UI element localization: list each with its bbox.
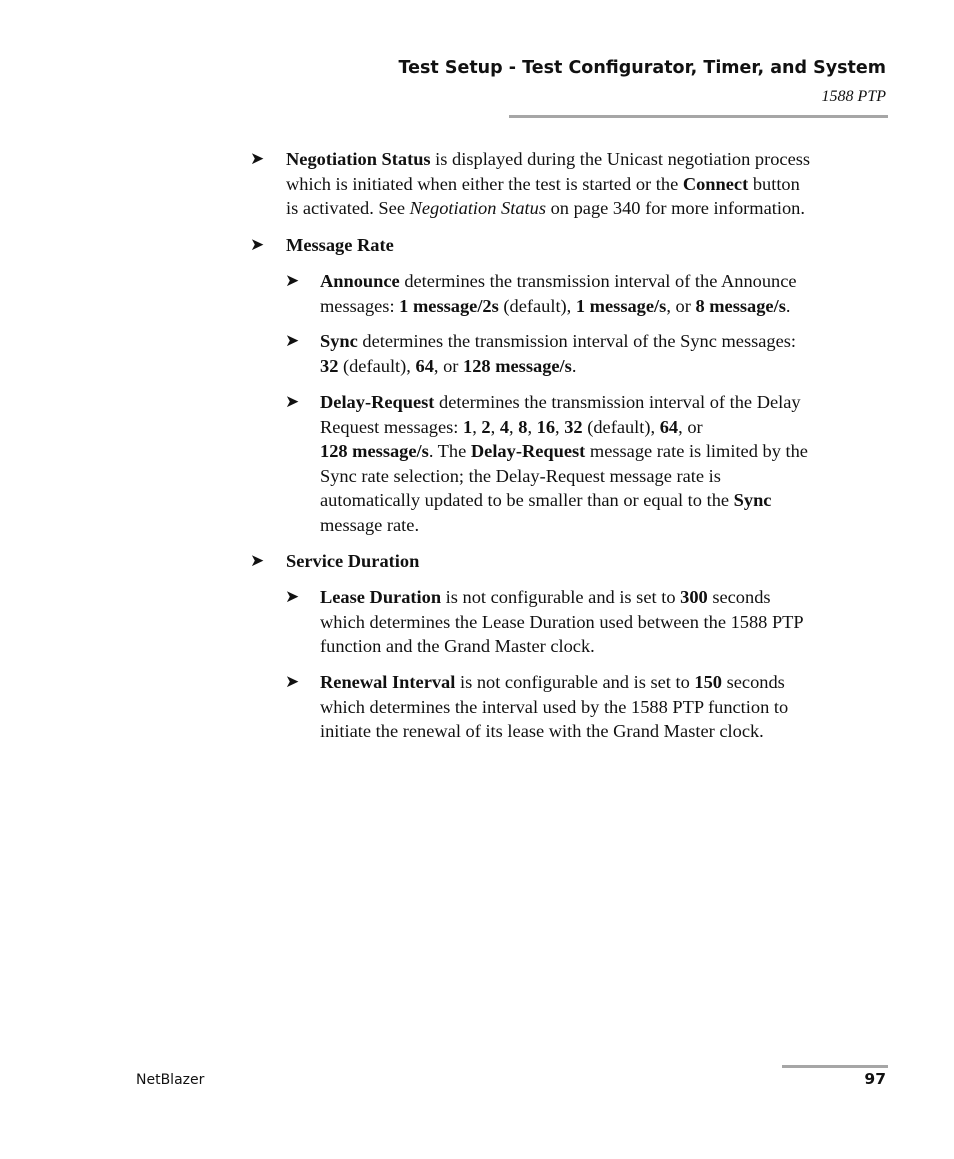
delay-sep: , — [472, 416, 482, 437]
sync-sep: (default), — [338, 355, 416, 376]
renewal-text-line3: initiate the renewal of its lease with the Grand Master clock. — [320, 721, 764, 741]
announce-sep: . — [785, 295, 791, 316]
service-duration-item — [286, 549, 419, 574]
delay-text-line2: Request messages: — [320, 416, 464, 437]
announce-text-line1: determines the transmission interval of the Announce — [399, 271, 797, 291]
sync-text-line1: determines the transmission interval of the Sync messages: — [357, 331, 797, 351]
bullet-arrow-icon: ➤ — [285, 331, 300, 351]
negotiation-text-line2-end: button — [748, 173, 800, 194]
lease-text-line1-end: seconds — [707, 587, 771, 607]
negotiation-status-term: Negotiation Status — [286, 149, 431, 169]
sync-term: Sync — [733, 490, 772, 510]
delay-sep: , — [527, 416, 537, 437]
announce-sep: , or — [666, 295, 696, 316]
delay-text-line6: message rate. — [320, 514, 420, 535]
sync-sep: , or — [433, 355, 464, 376]
sync-item — [320, 329, 796, 378]
delay-value: 4 — [499, 416, 510, 437]
lease-duration-term: Lease Duration — [320, 587, 442, 607]
sync-term: Sync — [320, 331, 358, 351]
delay-value: 128 message/s — [320, 441, 429, 461]
announce-value: 1 message/2s — [399, 295, 499, 316]
lease-text-line1: is not configurable and is set to — [441, 587, 681, 607]
announce-value: 1 message/s — [575, 295, 667, 316]
renewal-text-line1-end: seconds — [722, 672, 785, 692]
bullet-arrow-icon: ➤ — [250, 149, 265, 169]
negotiation-status-crossref: Negotiation Status — [409, 198, 546, 218]
delay-sep: , or — [678, 416, 703, 437]
footer-rule — [782, 1065, 888, 1068]
delay-value: 32 — [564, 416, 583, 437]
delay-text-line1: determines the transmission interval of the Delay — [434, 392, 801, 412]
delay-sep: (default), — [582, 416, 660, 437]
renewal-text-line1: is not configurable and is set to — [455, 672, 695, 692]
delay-request-term: Delay-Request — [320, 392, 435, 412]
delay-value: 8 — [518, 416, 528, 437]
announce-value: 8 message/s — [695, 295, 786, 316]
delay-text-line4: Sync rate selection; the Delay-Request message rate is — [320, 465, 721, 486]
bullet-arrow-icon: ➤ — [285, 271, 300, 291]
delay-text-line3: . The — [428, 441, 471, 461]
bullet-arrow-icon: ➤ — [285, 587, 300, 607]
bullet-arrow-icon: ➤ — [285, 672, 300, 692]
bullet-arrow-icon: ➤ — [250, 235, 265, 255]
renewal-value: 150 — [694, 672, 722, 692]
delay-sep: , — [555, 416, 565, 437]
service-duration-term: Service Duration — [286, 551, 420, 571]
lease-text-line2: which determines the Lease Duration used between the 1588 PTP — [320, 611, 804, 632]
announce-sep: (default), — [498, 295, 576, 316]
header-rule — [509, 115, 888, 118]
message-rate-term: Message Rate — [286, 235, 394, 255]
delay-text-line3-end: message rate is limited by the — [585, 441, 808, 461]
negotiation-text-line3: is activated. See — [286, 198, 410, 218]
delay-value: 16 — [536, 416, 556, 437]
delay-value: 1 — [463, 416, 473, 437]
negotiation-text-line3-end: on page 340 for more information. — [546, 198, 805, 218]
delay-text-line5: automatically updated to be smaller than or equal to the — [320, 490, 734, 510]
lease-duration-item — [320, 585, 804, 659]
lease-text-line3: function and the Grand Master clock. — [320, 636, 595, 656]
announce-text-line2: messages: — [320, 295, 400, 316]
lease-value: 300 — [680, 587, 708, 607]
negotiation-text-line1: is displayed during the Unicast negotiation process — [430, 149, 811, 169]
header-title: Test Setup - Test Configurator, Timer, and System — [398, 58, 886, 78]
renewal-interval-item — [320, 670, 788, 744]
sync-value: 128 message/s — [463, 355, 572, 376]
bullet-arrow-icon: ➤ — [285, 392, 300, 412]
delay-request-item — [320, 390, 808, 537]
page-number: 97 — [864, 1070, 886, 1088]
sync-sep: . — [571, 355, 577, 376]
message-rate-item — [286, 233, 394, 258]
delay-value: 64 — [659, 416, 679, 437]
announce-item — [320, 269, 797, 318]
negotiation-status-item — [286, 147, 810, 221]
delay-sep: , — [490, 416, 500, 437]
delay-sep: , — [509, 416, 519, 437]
connect-term: Connect — [682, 173, 749, 194]
announce-term: Announce — [320, 271, 400, 291]
sync-value: 32 — [320, 355, 339, 376]
footer-product-name: NetBlazer — [136, 1072, 205, 1088]
renewal-interval-term: Renewal Interval — [320, 672, 456, 692]
negotiation-text-line2: which is initiated when either the test is started or the — [286, 173, 683, 194]
delay-request-term: Delay-Request — [470, 441, 586, 461]
delay-value: 2 — [481, 416, 491, 437]
header-subtitle: 1588 PTP — [821, 88, 886, 105]
bullet-arrow-icon: ➤ — [250, 551, 265, 571]
renewal-text-line2: which determines the interval used by the 1588 PTP function to — [320, 696, 789, 717]
sync-value: 64 — [415, 355, 434, 376]
